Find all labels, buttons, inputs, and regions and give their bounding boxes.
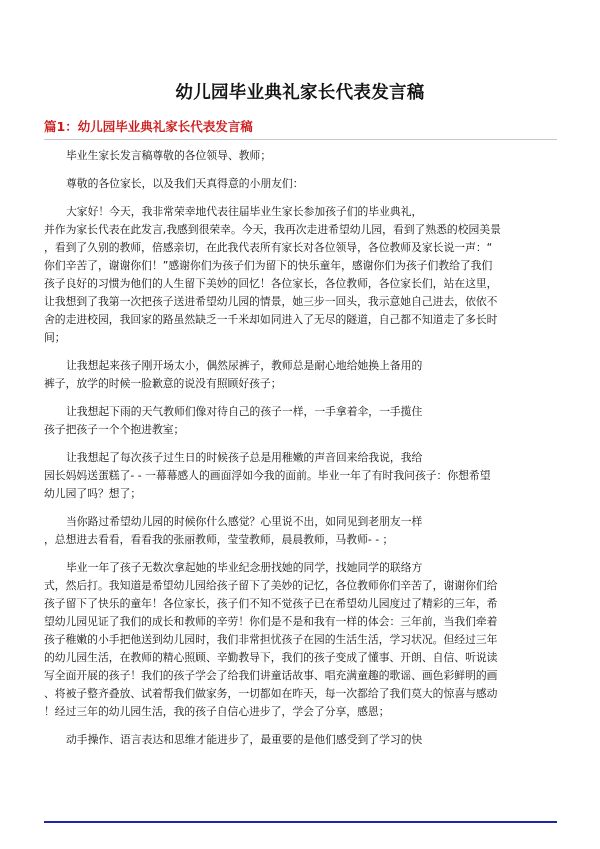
- paragraph-line: 孩子良好的习惯为他们的人生留下美妙的回忆！各位家长，各位教师，各位家长们，站在这里，: [44, 277, 498, 290]
- paragraph-line: 孩子留下了快乐的童年！各位家长，孩子们不知不觉孩子已在希望幼儿园度过了精彩的三年，希: [44, 597, 498, 610]
- paragraph-line: 动手操作、语言表达和思维才能进步了，最重要的是他们感受到了学习的快: [66, 733, 423, 746]
- document-title: 幼儿园毕业典礼家长代表发言稿: [175, 83, 425, 103]
- paragraph-line: 让我想到了我第一次把孩子送进希望幼儿园的情景，她三步一回头，我示意她自己进去，依依不: [44, 295, 498, 308]
- paragraph-line: 间；: [44, 331, 66, 344]
- paragraph-line: 望幼儿园见证了我们的成长和教师的辛劳！你们是不是和我有一样的体会：三年前，当我们牵着: [44, 615, 498, 628]
- paragraph: [44, 175, 556, 193]
- paragraph-line: 式，然后打。我知道是希望幼儿园给孩子留下了美妙的记忆，各位教师你们辛苦了，谢谢你们给: [44, 579, 498, 592]
- paragraph-line: 孩子把孩子一个个抱进教室；: [44, 423, 185, 436]
- paragraph: [44, 449, 556, 503]
- paragraph-line: 裤子，放学的时候一脸歉意的说没有照顾好孩子；: [44, 377, 282, 390]
- paragraph: [44, 147, 556, 165]
- paragraph-line: 毕业生家长发言稿尊敬的各位领导、教师；: [66, 149, 272, 162]
- section-heading: 篇1：幼儿园毕业典礼家长代表发言稿: [44, 119, 253, 134]
- paragraph-line: 让我想起来孩子刚开场太小，偶然尿裤子，教师总是耐心地给她换上备用的: [66, 359, 423, 372]
- heading-divider: [44, 139, 557, 140]
- paragraph-line: ，看到了久别的教师，倍感亲切，在此我代表所有家长对各位领导，各位教师及家长说一声：“: [44, 241, 493, 254]
- paragraph: [44, 203, 556, 347]
- paragraph-line: 、将被子整齐叠放、试着帮我们做家务，一切都如在昨天，每一次都给了我们莫大的惊喜与感动: [44, 687, 498, 700]
- paragraph: [44, 513, 556, 549]
- paragraph: [44, 357, 556, 393]
- paragraph-line: 舍的走进校园，我回家的路虽然缺乏一千米却如同进入了无尽的隧道，自己都不知道走了多长时: [44, 313, 498, 326]
- paragraph-line: 的幼儿园生活，在教师的精心照顾、辛勤教导下，我们的孩子变成了懂事、开朗、自信、听说读: [44, 651, 498, 664]
- paragraph-line: ，总想进去看看，看看我的张丽教师，莹莹教师，晨晨教师，马教师- - ；: [44, 533, 394, 546]
- footer-rule: [44, 821, 557, 823]
- document-body: [44, 147, 556, 759]
- paragraph-line: 让我想起了每次孩子过生日的时候孩子总是用稚嫩的声音回来给我说，我给: [66, 451, 423, 464]
- paragraph-line: 毕业一年了孩子无数次拿起她的毕业纪念册找她的同学，找她同学的联络方: [66, 561, 423, 574]
- paragraph-line: ！经过三年的幼儿园生活，我的孩子自信心进步了，学会了分享，感恩；: [44, 705, 390, 718]
- paragraph-line: 孩子稚嫩的小手把他送到幼儿园时，我们非常担忧孩子在园的生活生活，学习状况。但经过三年: [44, 633, 498, 646]
- paragraph-line: 并作为家长代表在此发言,我感到很荣幸。今天，我再次走进希望幼儿园，看到了熟悉的校园美景: [44, 223, 501, 236]
- paragraph-line: 当你路过希望幼儿园的时候你什么感觉？心里说不出，如同见到老朋友一样: [66, 515, 423, 528]
- paragraph-line: 让我想起下雨的天气教师们像对待自己的孩子一样，一手拿着伞，一手揽住: [66, 405, 423, 418]
- paragraph-line: 幼儿园了吗？想了；: [44, 487, 142, 500]
- paragraph-line: 写全面开展的孩子！我们的孩子学会了给我们讲童话故事、唱充满童趣的歌谣、画色彩鲜明的画: [44, 669, 498, 682]
- paragraph-line: 大家好！今天，我非常荣幸地代表往届毕业生家长参加孩子们的毕业典礼，: [66, 205, 423, 218]
- paragraph-line: 你们辛苦了，谢谢你们！”感谢你们为孩子们为留下的快乐童年，感谢你们为孩子们教给了我们: [44, 259, 493, 272]
- paragraph-line: 尊敬的各位家长，以及我们天真得意的小朋友们：: [66, 177, 304, 190]
- paragraph: [44, 731, 556, 749]
- paragraph: [44, 559, 556, 721]
- paragraph-line: 园长妈妈送蛋糕了- - 一幕幕感人的画面浮如今我的面前。毕业一年了有时我问孩子：你想希望: [44, 469, 491, 482]
- paragraph: [44, 403, 556, 439]
